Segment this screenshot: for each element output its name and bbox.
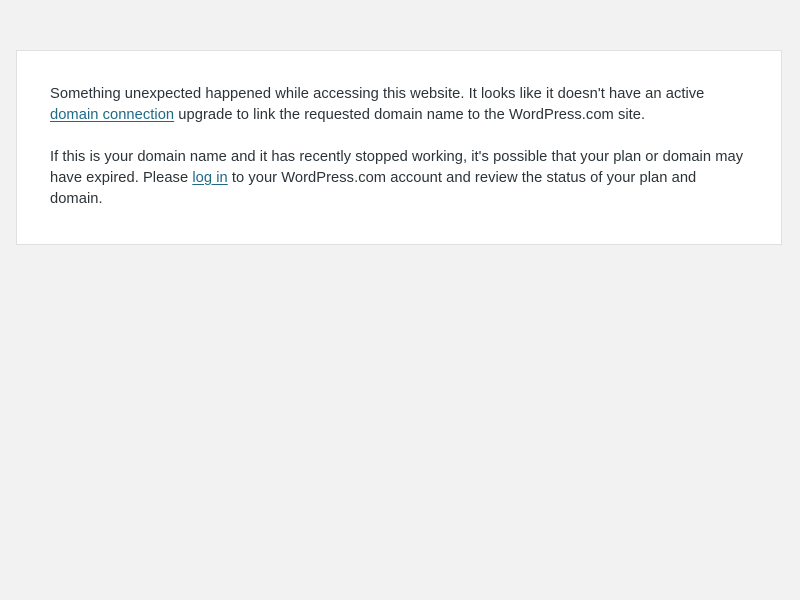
log-in-link[interactable]: log in [192, 170, 228, 186]
notice-paragraph-2-text-before-link: If this is your domain name and it has recently stopped working, it's possible that your plan or domain may have expired. Please [50, 149, 744, 186]
domain-connection-link[interactable]: domain connection [50, 107, 175, 123]
notice-paragraph-1-text-before-link: Something unexpected happened while accessing this website. It looks like it doesn't have an active [50, 86, 705, 102]
notice-paragraph-1-text-after-link: upgrade to link the requested domain name to the WordPress.com site. [174, 107, 646, 123]
notice-paragraph-2-text-after-link: to your WordPress.com account and review the status of your plan and domain. [50, 170, 697, 207]
notice-paragraph-domain-connection [50, 84, 748, 126]
notice-paragraph-expired-plan [50, 147, 748, 210]
notice-card [16, 50, 782, 245]
